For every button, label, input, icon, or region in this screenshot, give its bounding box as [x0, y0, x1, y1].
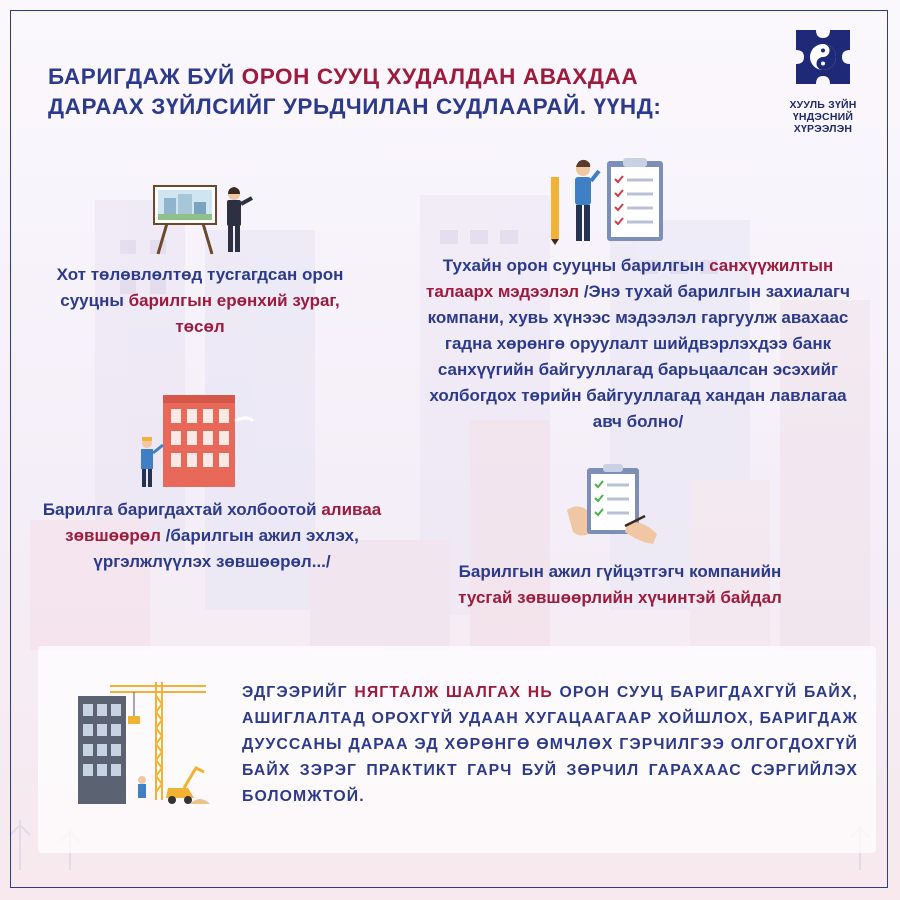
- logo-emblem-icon: [792, 26, 854, 88]
- item-contractor-license: [450, 559, 790, 611]
- item-license-highlight: тусгай зөвшөөрлийн хүчинтэй байдал: [458, 588, 782, 607]
- item-building-plan: [50, 262, 350, 340]
- title-part-1: БАРИГДАЖ БУЙ: [48, 64, 242, 89]
- conclusion-text: [242, 680, 858, 810]
- clipboard-checklist-illustration: [545, 155, 670, 245]
- item-permit-text-2: /барилгын ажил эхлэх, үргэлжлүүлэх зөвшөөрөл.../: [93, 526, 359, 571]
- item-financing-info: [418, 253, 858, 435]
- item-finance-highlight: санхүүжилтын талаарх мэдээлэл: [426, 256, 834, 301]
- title-part-2: ДАРААХ ЗҮЙЛСИЙГ УРЬДЧИЛАН СУДЛААРАЙ. ҮҮНД:: [48, 94, 662, 119]
- item-plan-highlight: барилгын ерөнхий зураг, төсөл: [128, 291, 340, 336]
- item-permit-text-1: Барилга баригдахтай холбоотой: [42, 500, 322, 519]
- item-permits: [42, 497, 382, 575]
- presentation-board-illustration: [150, 180, 260, 255]
- item-permit-highlight: аливаа зөвшөөрөл: [65, 500, 382, 545]
- item-plan-text: Хот төлөвлөлтөд тусгагдсан орон сууцны: [56, 265, 344, 310]
- institute-logo: [768, 26, 878, 135]
- page-title: [48, 62, 728, 122]
- construction-site-illustration: [70, 676, 210, 808]
- signing-document-illustration: [565, 460, 665, 550]
- building-worker-illustration: [135, 385, 260, 495]
- conclusion-highlight: НЯГТАЛЖ ШАЛГАХ НЬ: [354, 684, 553, 701]
- title-highlight: ОРОН СУУЦ ХУДАЛДАН АВАХДАА: [241, 64, 639, 89]
- conclusion-text-1: ЭДГЭЭРИЙГ: [242, 684, 355, 701]
- item-finance-text-2: /Энэ тухай барилгын захиалагч компани, хувь хүнээс мэдээлэл гаргуулж авахаас гадна хөрөнгө оруулалт шийдвэрлэхдээ банк санхүүгийн байгууллагад барьцаалсан эсэхийг холбогдох төрийн байгууллагад хандан лавлагаа авч болно/: [427, 282, 850, 431]
- conclusion-text-2: ОРОН СУУЦ БАРИГДАХГҮЙ БАЙХ, АШИГЛАЛТАД ОРОХГҮЙ УДААН ХУГАЦААГААР ХОЙШЛОХ, БАРИГДАЖ ДУУССАНЫ ДАРАА ЭД ХӨРӨНГӨ ӨМЧЛӨХ ГЭРЧИЛГЭЭ ОЛГОГДОХГҮЙ БАЙХ ЗЭРЭГ ПРАКТИКТ ГАРЧ БУЙ ЗӨРЧИЛ ГАРАХААС СЭРГИЙЛЭХ БОЛОМЖТОЙ.: [242, 684, 858, 805]
- logo-line-1: ХУУЛЬ ЗҮЙН: [789, 99, 857, 111]
- item-license-text: Барилгын ажил гүйцэтгэгч компанийн: [458, 562, 782, 581]
- logo-line-2: ҮНДЭСНИЙ ХҮРЭЭЛЭН: [792, 111, 854, 135]
- item-finance-text-1: Тухайн орон сууцны барилгын: [442, 256, 710, 275]
